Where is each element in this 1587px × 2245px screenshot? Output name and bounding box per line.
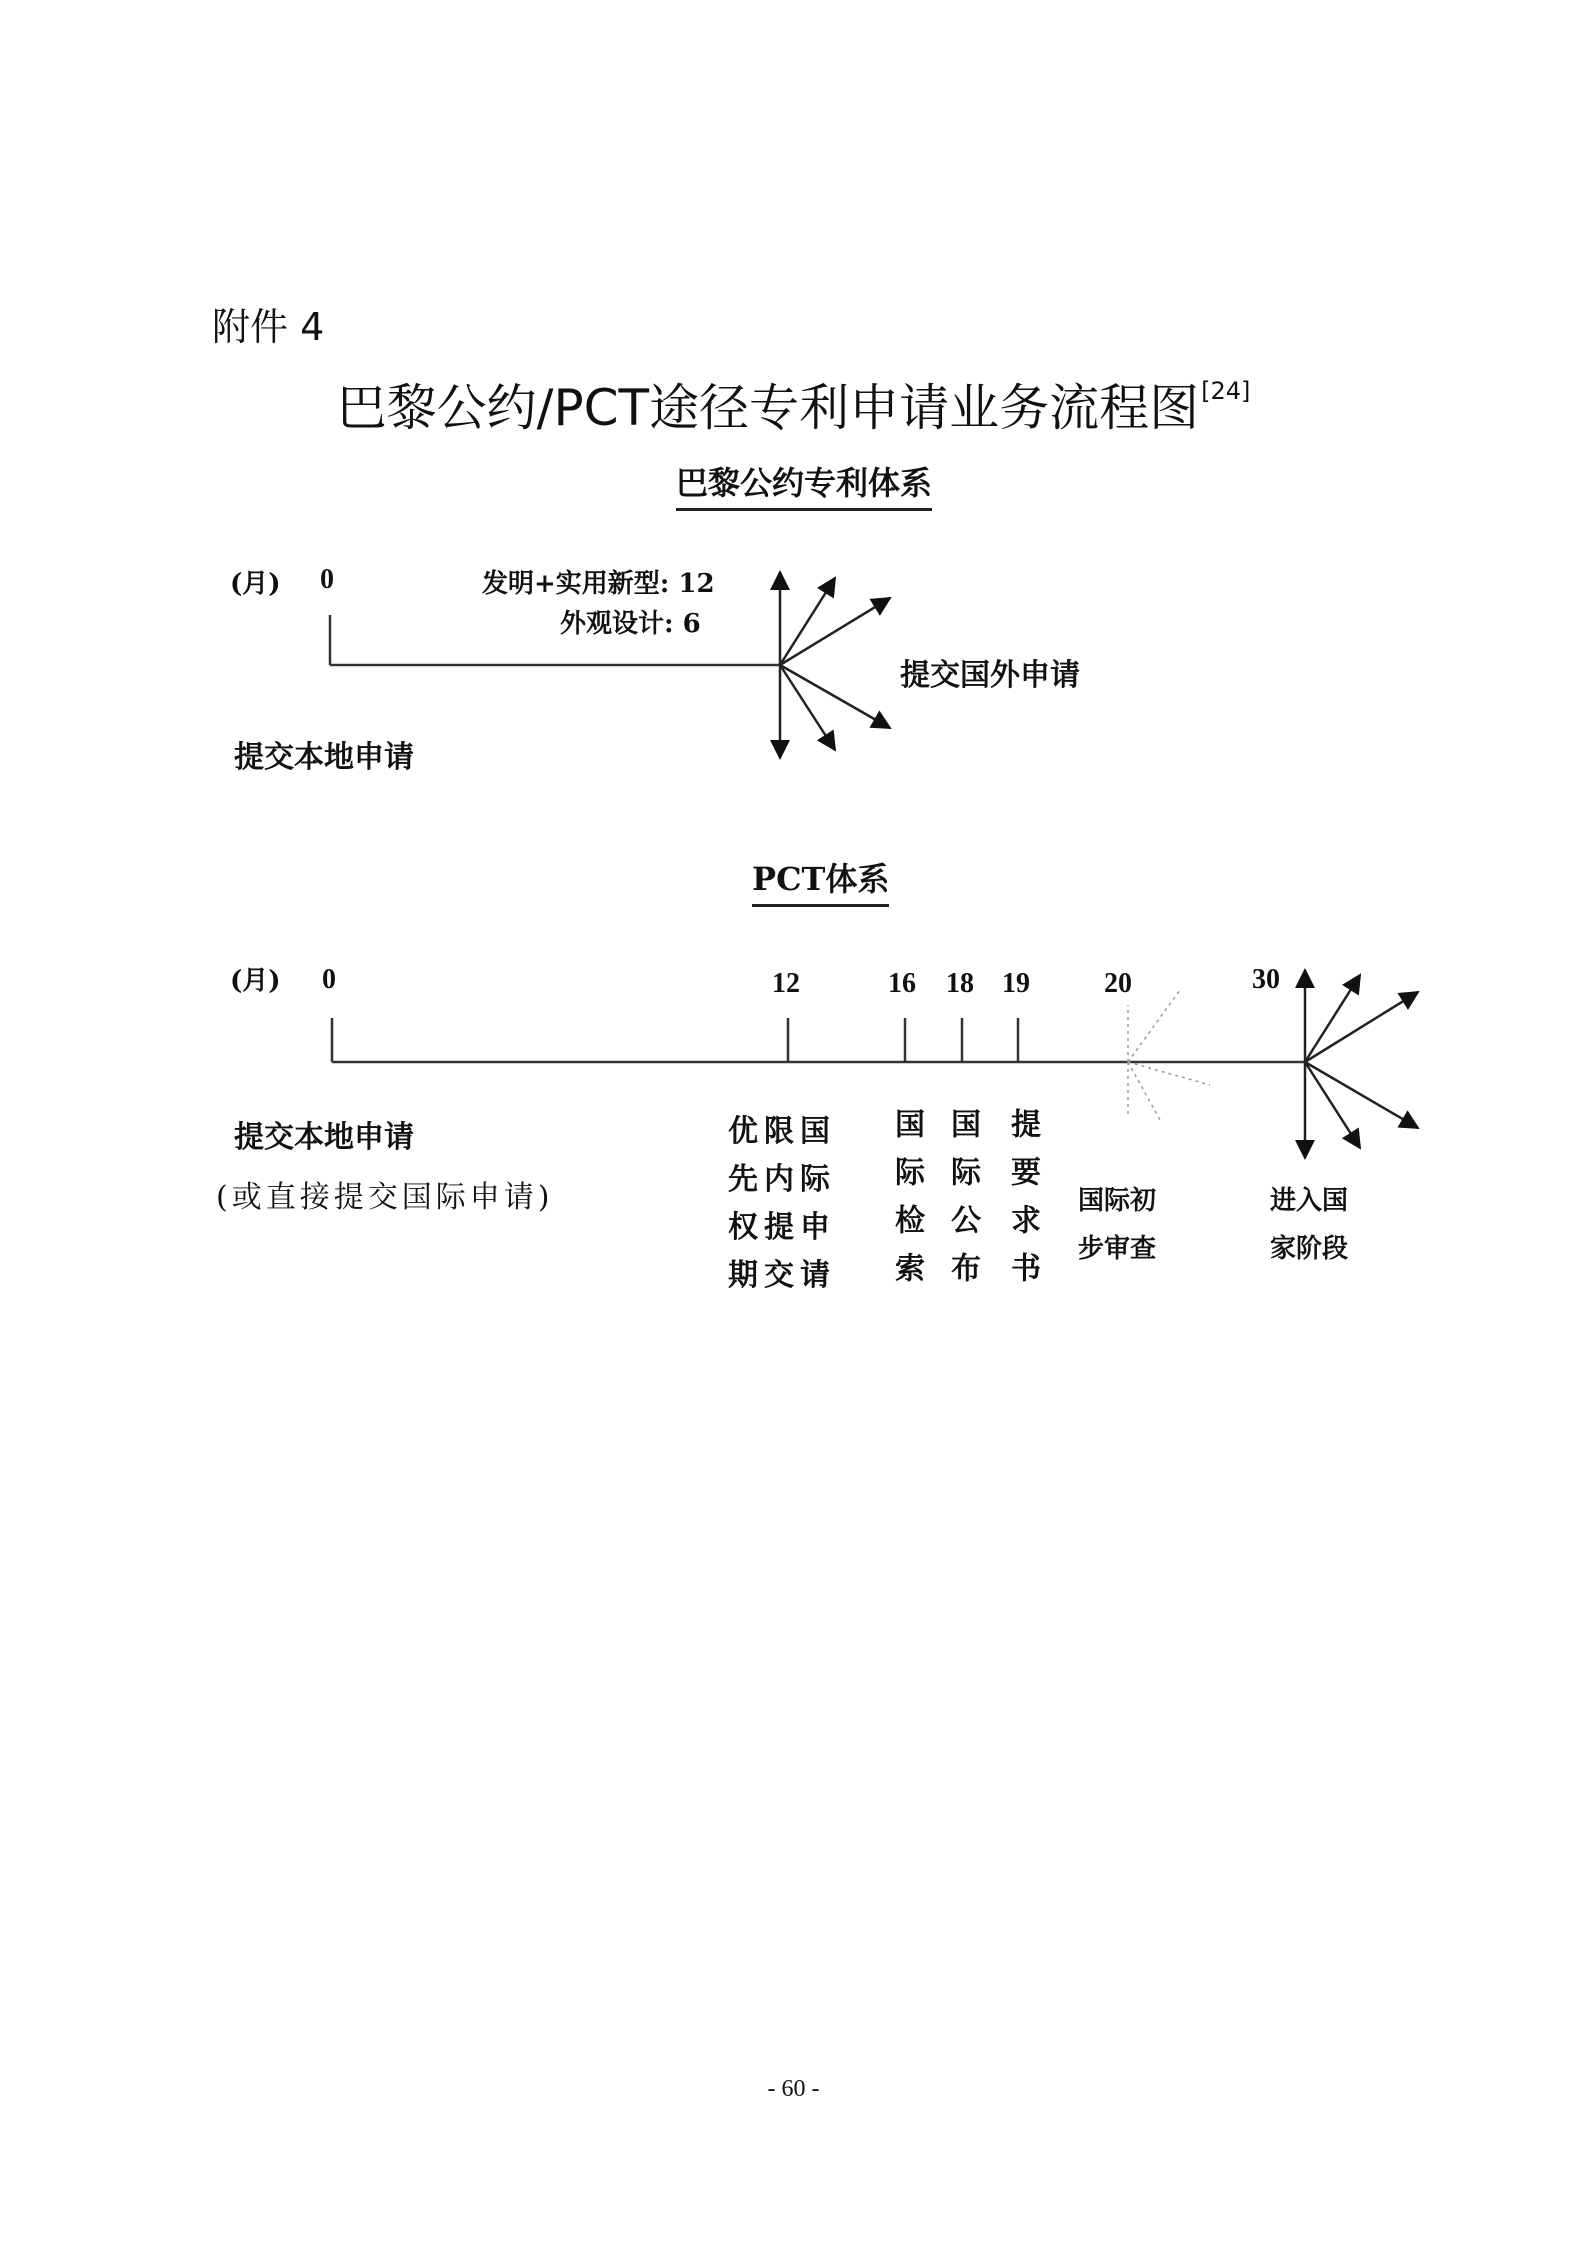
pct-arrow-up-right2	[1305, 992, 1418, 1062]
paris-arrow-down-right1	[780, 665, 835, 750]
pct-fan-arrows	[1305, 970, 1418, 1158]
title-text: 巴黎公约/PCT途径专利申请业务流程图	[336, 379, 1200, 437]
pct-tick-label-16: 16	[888, 968, 916, 999]
paris-foreign-filing: 提交国外申请	[900, 658, 1080, 693]
priority-col-1: 优 先 权 期	[728, 1114, 758, 1293]
pct-tick-label-12: 12	[772, 968, 800, 999]
pct-arrow-down-right1	[1305, 1062, 1360, 1148]
priority-col-2: 限 内 提 交	[764, 1114, 794, 1293]
attachment-label: 附件 4	[212, 305, 325, 349]
pct-arrow-up-right1	[1305, 975, 1360, 1062]
pct-local-filing-note: (或直接提交国际申请)	[216, 1180, 554, 1215]
paris-fan-arrows	[780, 572, 890, 758]
pct-national-phase-line2: 家阶段	[1270, 1234, 1349, 1264]
pct-prelim-exam-line1: 国际初	[1078, 1186, 1157, 1216]
pct-prelim-exam-line2: 步审查	[1078, 1234, 1157, 1264]
paris-arrow-up-right2	[780, 598, 890, 665]
pct-month-label: (月)	[230, 966, 281, 996]
pct-tick-label-30: 30	[1252, 964, 1280, 995]
paris-arrow-down-right2	[780, 665, 890, 728]
pct-dotted-prelim	[1128, 990, 1210, 1120]
pct-national-phase-line1: 进入国	[1270, 1186, 1349, 1216]
pct-zero: 0	[322, 964, 336, 995]
pct-international-publication: 国际公布	[945, 1108, 980, 1300]
pct-tick-label-19: 19	[1002, 968, 1030, 999]
paris-zero: 0	[320, 564, 334, 595]
paris-invention-label: 发明+实用新型: 12	[482, 569, 715, 599]
pct-tick-label-20: 20	[1104, 968, 1132, 999]
title-reference: [24]	[1201, 377, 1251, 405]
pct-arrow-down-right2	[1305, 1062, 1418, 1128]
pct-international-search: 国际检索	[889, 1108, 924, 1300]
page-number: - 60 -	[767, 2076, 820, 2102]
pct-tick-label-18: 18	[946, 968, 974, 999]
paris-arrow-up-right1	[780, 578, 835, 665]
paris-local-filing: 提交本地申请	[234, 740, 414, 775]
pct-demand: 提要求书	[1005, 1108, 1040, 1300]
priority-col-3: 国 际 申 请	[800, 1114, 830, 1293]
paris-design-label: 外观设计: 6	[560, 609, 701, 639]
pct-heading: PCT体系	[752, 854, 889, 907]
paris-heading: 巴黎公约专利体系	[676, 458, 932, 511]
paris-month-label: (月)	[230, 569, 281, 599]
pct-local-filing: 提交本地申请	[234, 1120, 414, 1155]
